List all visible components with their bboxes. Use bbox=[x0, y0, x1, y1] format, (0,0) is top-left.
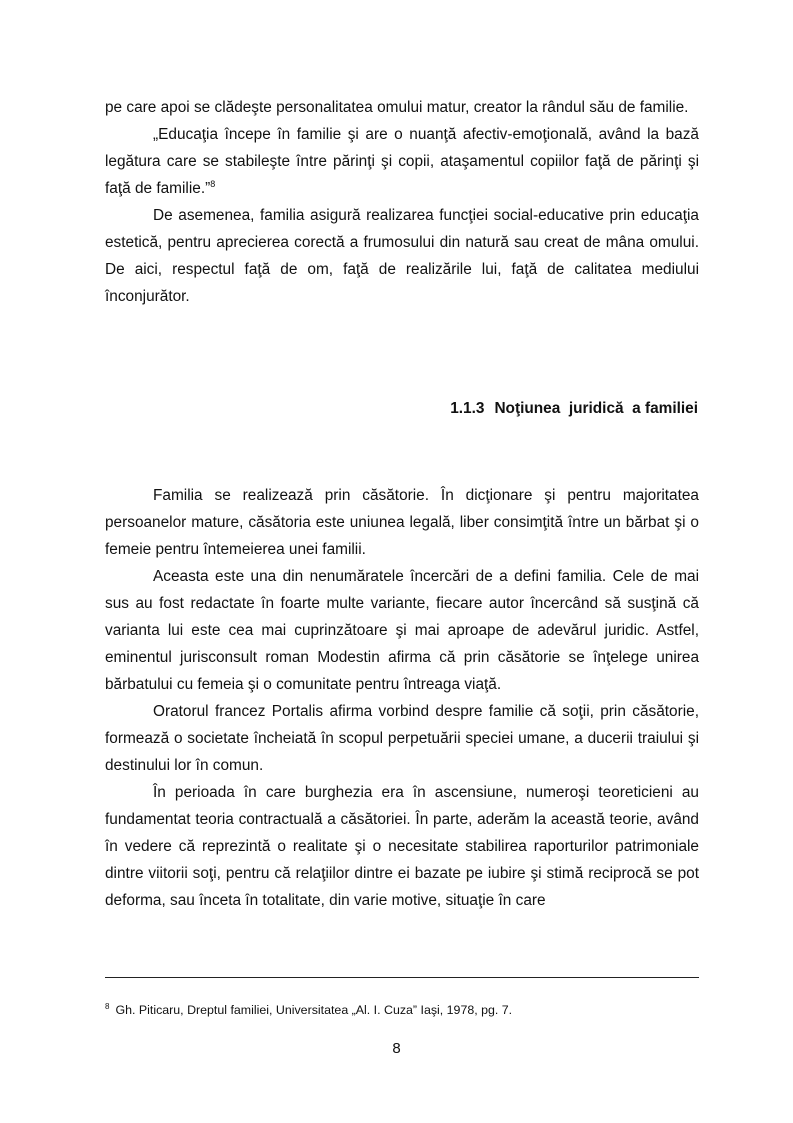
section-heading bbox=[450, 400, 698, 418]
paragraph: În perioada în care burghezia era în ascensiune, numeroşi teoreticieni au fundamentat teoria contractuală a căsătoriei. În parte, aderăm la această teorie, având în vedere că reprezintă o realitate şi o necesitate stabilirea raporturilor patrimoniale dintre viitorii soţi, pentru că relaţiilor dintre ei bazate pe iubire şi stimă reciprocă se pot deforma, sau înceta în totalitate, din varie motive, situaţie în care bbox=[105, 784, 699, 909]
paragraph: De asemenea, familia asigură realizarea funcţiei social-educative prin educaţia estetică, pentru aprecierea corectă a frumosului din natură sau creat de mâna omului. De aici, respectul faţă de om, faţă de realizările lui, faţă de calitatea mediului înconjurător. bbox=[105, 207, 699, 305]
section-title: Noţiunea juridică a familiei bbox=[494, 400, 698, 417]
page-number: 8 bbox=[392, 1040, 401, 1057]
body-text-top bbox=[105, 94, 699, 310]
paragraph: Aceasta este una din nenumăratele încercări de a defini familia. Cele de mai sus au fost redactate în foarte multe variante, fiecare autor încercând să susţină că varianta lui este cea mai cuprinzătoare şi mai aproape de adevărul juridic. Astfel, eminentul jurisconsult roman Modestin afirma că prin căsătorie se înţelege unirea bărbatului cu femeia şi o comunitate pentru întreaga viaţă. bbox=[105, 568, 699, 693]
section-number: 1.1.3 bbox=[450, 400, 485, 417]
paragraph: Oratorul francez Portalis afirma vorbind despre familie că soţii, prin căsătorie, formează o societate încheiată în scopul perpetuării speciei umane, a ducerii traiului şi destinului lor în comun. bbox=[105, 703, 699, 774]
footnote-text: Gh. Piticaru, Dreptul familiei, Universitatea „Al. I. Cuza” Iaşi, 1978, pg. 7. bbox=[115, 1003, 513, 1017]
footnote-separator bbox=[105, 977, 699, 978]
paragraph: pe care apoi se clădeşte personalitatea omului matur, creator la rândul său de familie. bbox=[105, 99, 689, 116]
quote-paragraph: „Educaţia începe în familie şi are o nuanţă afectiv-emoţională, având la bază legătura care se stabileşte între părinţi şi copii, ataşamentul copiilor faţă de părinţi şi faţă de familie.”$^8$ bbox=[105, 126, 699, 197]
body-text-section bbox=[105, 482, 699, 914]
footnote-marker: 8 bbox=[105, 1001, 110, 1011]
footnote bbox=[105, 1001, 699, 1019]
footnote-reference[interactable]: 8 bbox=[210, 178, 216, 189]
paragraph: Familia se realizează prin căsătorie. În dicţionare şi pentru majoritatea persoanelor mature, căsătoria este uniunea legală, liber consimţită între un bărbat şi o femeie pentru întemeierea unei familii. bbox=[105, 487, 699, 558]
